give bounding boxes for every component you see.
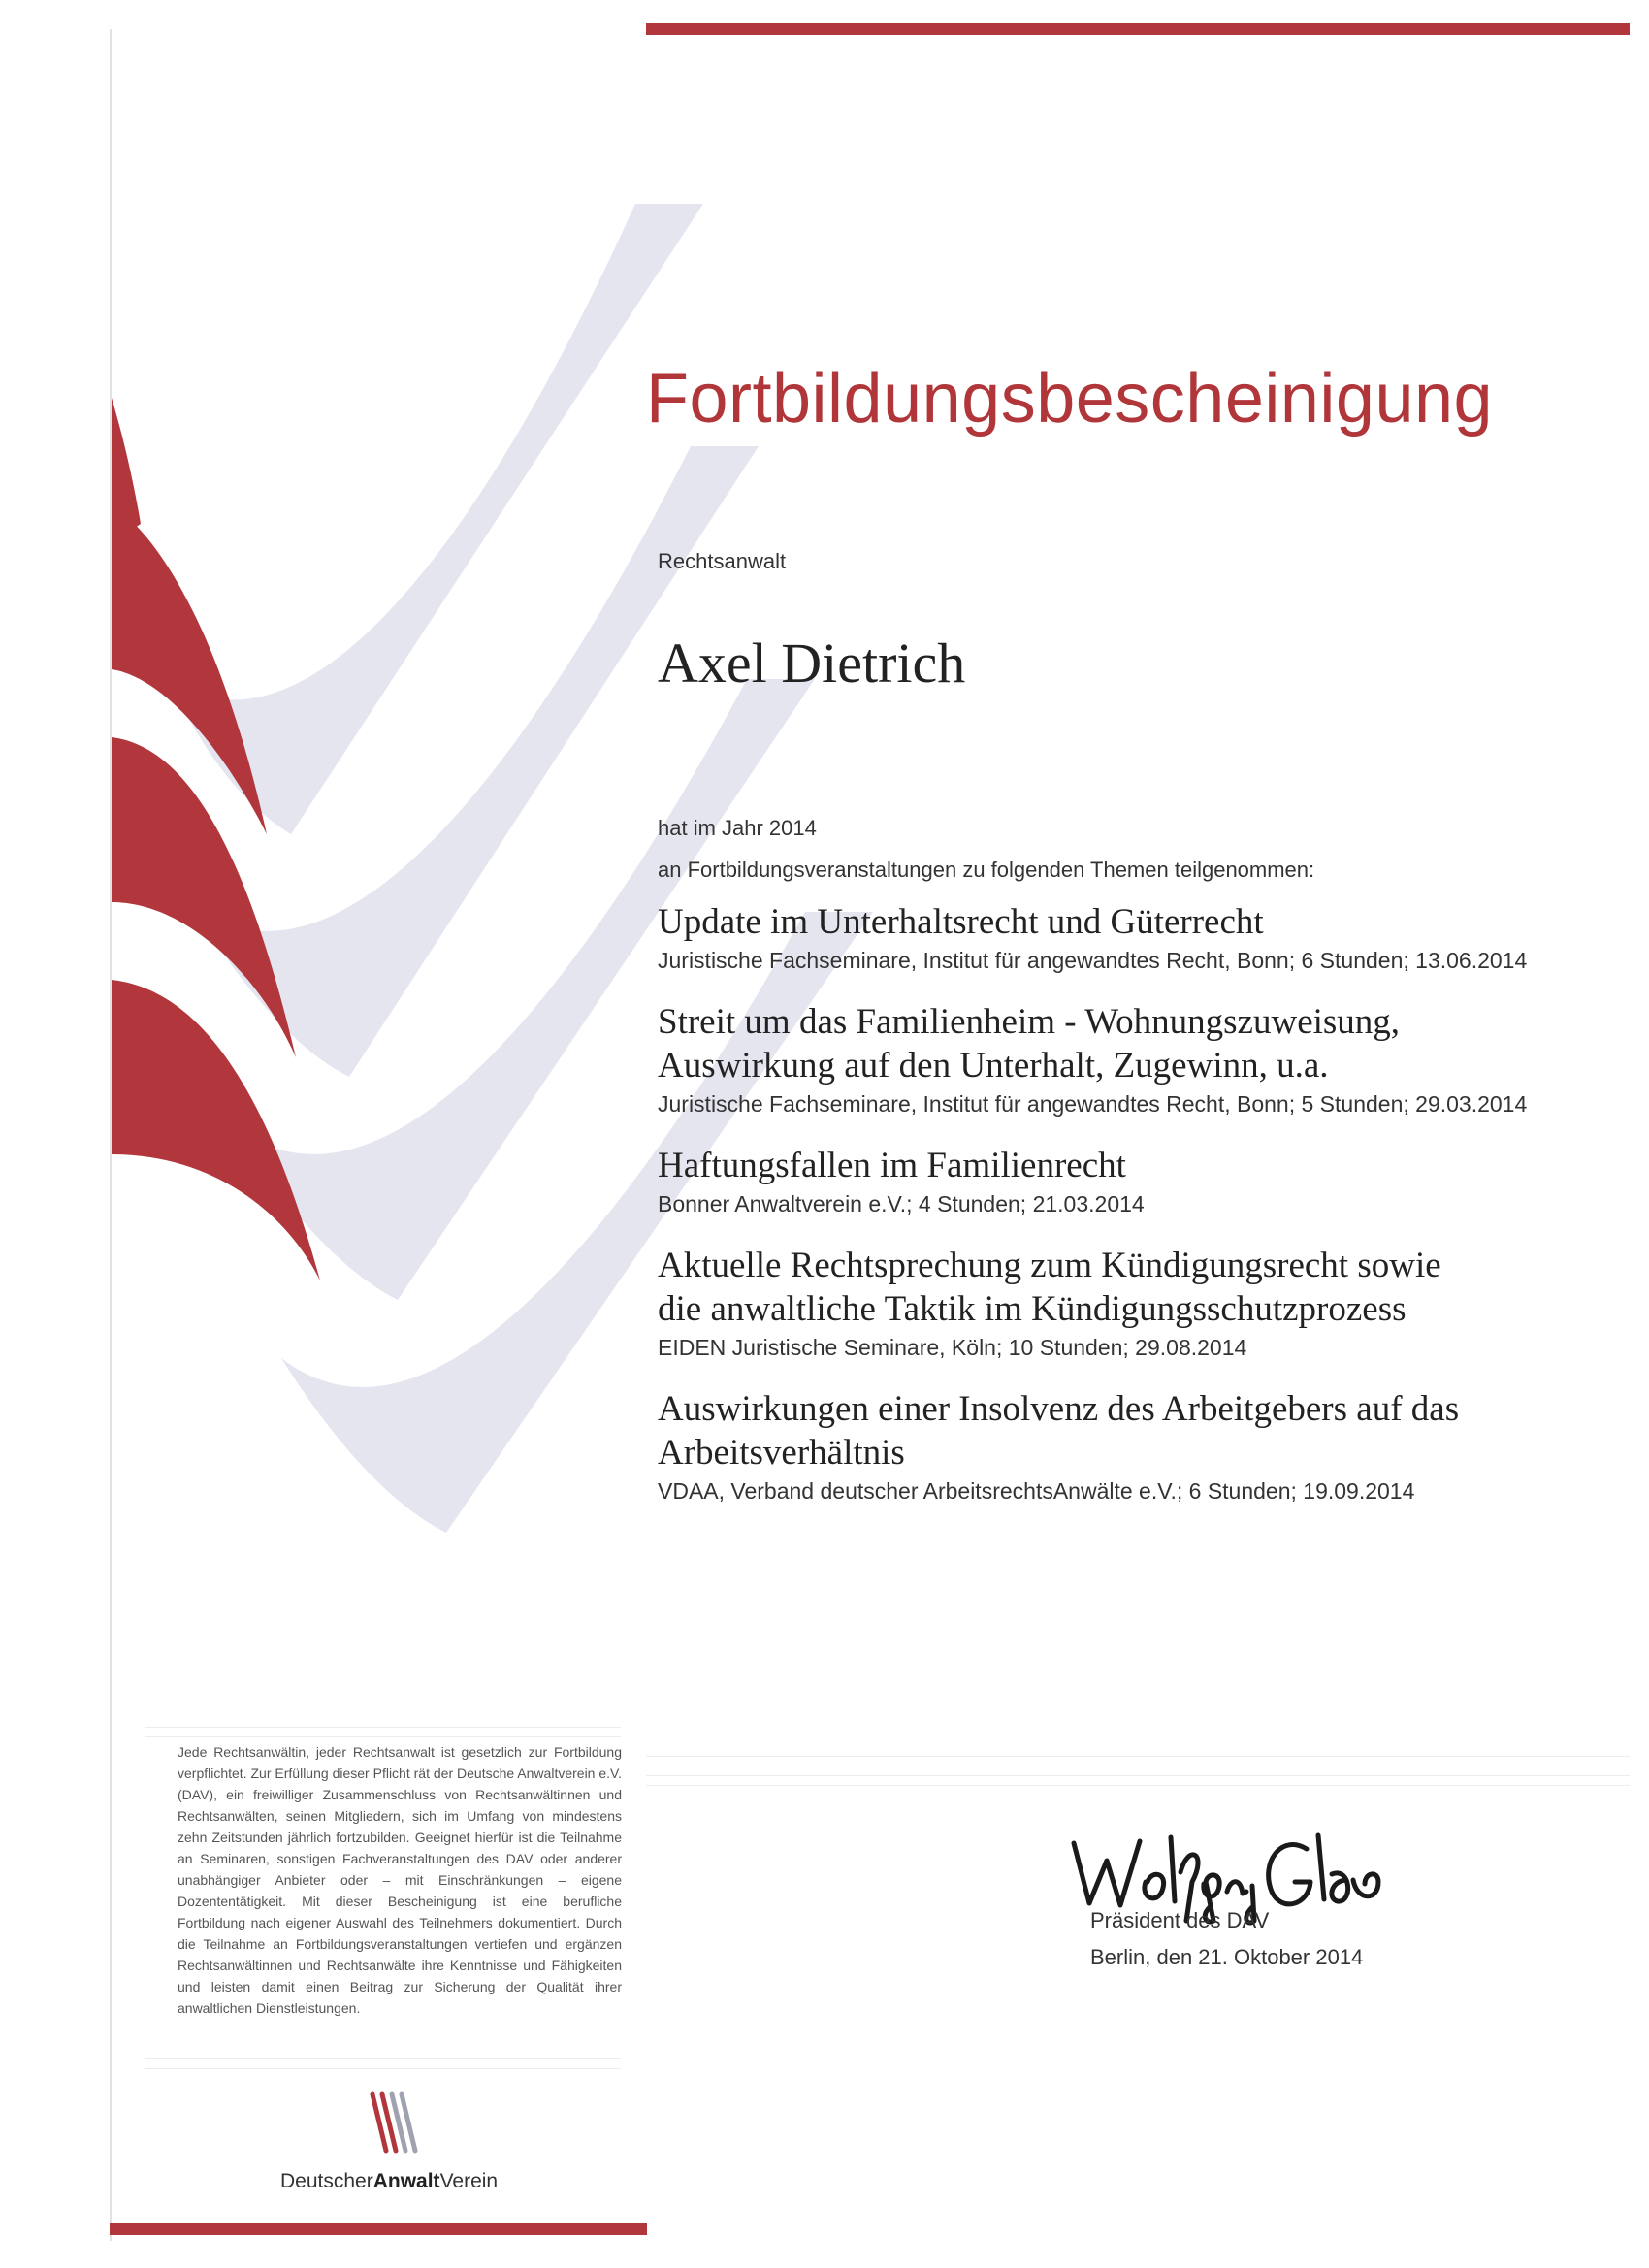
logo-word-deutscher: Deutscher (280, 2170, 373, 2192)
course-detail: EIDEN Juristische Seminare, Köln; 10 Stunden; 29.08.2014 (658, 1335, 1247, 1360)
course-list (658, 900, 1608, 1506)
signer-title: Präsident des DAV (1090, 1908, 1270, 1932)
footnote-divider (146, 1727, 621, 1728)
intro-text (658, 807, 1314, 891)
place-and-date: Berlin, den 21. Oktober 2014 (1090, 1945, 1364, 1969)
intro-line-year: hat im Jahr 2014 (658, 816, 817, 840)
recipient-role: Rechtsanwalt (658, 549, 787, 573)
signature-area-rule (646, 1756, 1630, 1757)
course-item (658, 900, 1608, 975)
course-item (658, 1000, 1608, 1118)
signature-area-rule (646, 1775, 1630, 1776)
dav-logo-wordmark (280, 2170, 498, 2193)
recipient-name: Axel Dietrich (658, 632, 966, 695)
signature-area-rule (646, 1785, 1630, 1786)
footnote-divider (146, 2058, 621, 2059)
course-item (658, 1144, 1608, 1218)
course-title: Update im Unterhaltsrecht und Güterrecht (658, 902, 1264, 942)
legal-footnote: Jede Rechtsanwältin, jeder Rechtsanwalt ist gesetzlich zur Fortbildung verpflichtet. Zur Erfüllung dieser Pflicht rät der Deutsche Anwaltverein e.V. (DAV), ein freiwilliger Zusammenschluss von Rechtsanwältinnen und Rechtsanwälten, seinen Mitgliedern, sich im Umfang von mindestens zehn Zeitstunden jährlich fortzubilden. Geeignet hierfür ist die Teilnahme an Seminaren, sonstigen Fachveranstaltungen des DAV oder anderer unabhängiger Anbieter oder – mit Einschränkungen – eigene Dozententätigkeit. Mit dieser Bescheinigung ist eine berufliche Fortbildung nach eigener Auswahl des Teilnehmers dokumentiert. Durch die Teilnahme an Fortbildungsveranstaltungen vertiefen und ergänzen Rechtsanwältinnen und Rechtsanwälte ihre Kenntnisse und Fähigkeiten und leisten damit einen Beitrag zur Sicherung der Qualität ihrer anwaltlichen Dienstleistungen. (178, 1744, 622, 2016)
logo-word-anwalt: Anwalt (372, 2170, 440, 2192)
intro-line-topics: an Fortbildungsveranstaltungen zu folgenden Themen teilgenommen: (658, 858, 1315, 882)
course-title: Aktuelle Rechtsprechung zum Kündigungsrecht sowie die anwaltliche Taktik im Kündigungsschutzprozess (658, 1246, 1441, 1329)
course-item (658, 1387, 1608, 1506)
certificate-title: Fortbildungsbescheinigung (646, 360, 1494, 437)
course-item (658, 1244, 1608, 1362)
course-detail: VDAA, Verband deutscher ArbeitsrechtsAnwälte e.V.; 6 Stunden; 19.09.2014 (658, 1478, 1415, 1504)
course-title: Haftungsfallen im Familienrecht (658, 1146, 1126, 1185)
footnote-divider (146, 1736, 621, 1737)
course-title: Auswirkungen einer Insolvenz des Arbeitgebers auf das Arbeitsverhältnis (658, 1389, 1460, 1473)
course-detail: Bonner Anwaltverein e.V.; 4 Stunden; 21.03.2014 (658, 1191, 1145, 1216)
logo-word-verein: Verein (439, 2170, 499, 2192)
course-detail: Juristische Fachseminare, Institut für angewandtes Recht, Bonn; 5 Stunden; 29.03.2014 (658, 1091, 1528, 1117)
footnote-divider (146, 2068, 621, 2069)
course-title: Streit um das Familienheim - Wohnungszuweisung, Auswirkung auf den Unterhalt, Zugewinn, u.a. (658, 1002, 1401, 1085)
course-detail: Juristische Fachseminare, Institut für angewandtes Recht, Bonn; 6 Stunden; 13.06.2014 (658, 948, 1528, 973)
dav-logo-icon (365, 2090, 423, 2155)
red-swoosh-bands (112, 398, 320, 1280)
